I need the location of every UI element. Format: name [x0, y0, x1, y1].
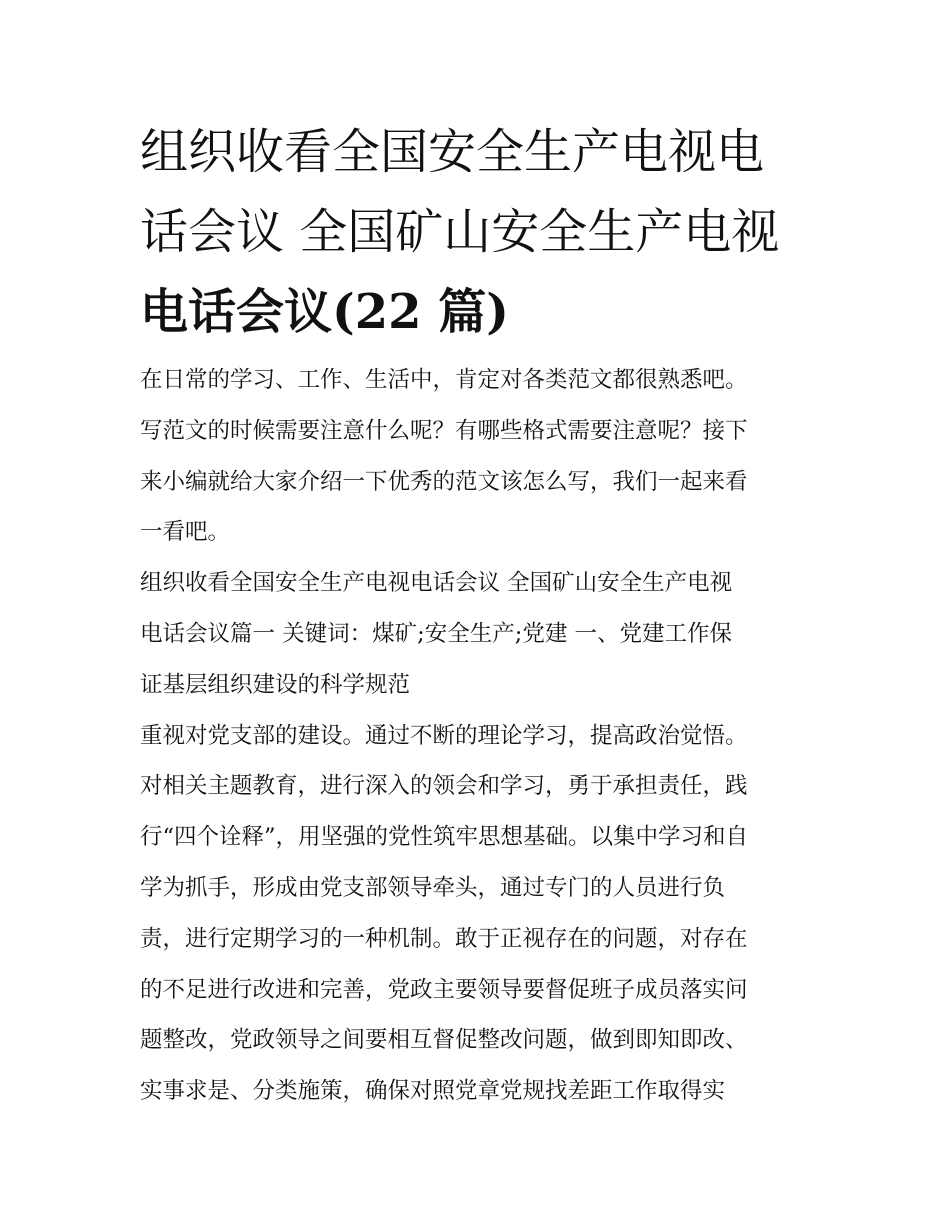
body-line-1: 在日常的学习、工作、生活中，肯定对各类范文都很熟悉吧。 — [140, 367, 748, 393]
body-line-9: 对相关主题教育，进行深入的领会和学习，勇于承担责任，践 — [140, 773, 748, 800]
body-line-15: 实事求是、分类施策，确保对照党章党规找差距工作取得实 — [140, 1078, 726, 1105]
title-line-2: 话会议 全国矿山安全生产电视 — [140, 204, 780, 260]
body-line-3: 来小编就给大家介绍一下优秀的范文该怎么写，我们一起来看 — [140, 468, 748, 495]
body-line-8: 重视对党支部的建设。通过不断的理论学习，提高政治觉悟。 — [140, 722, 748, 749]
document-title — [140, 112, 820, 352]
body-line-6: 电话会议篇一 关键词：煤矿;安全生产;党建 一、党建工作保 — [140, 620, 732, 647]
body-line-7: 证基层组织建设的科学规范 — [140, 671, 411, 698]
title-line-3: 电话会议(22 篇) — [140, 284, 509, 340]
body-line-10: 行“四个诠释”，用坚强的党性筑牢思想基础。以集中学习和自 — [140, 824, 749, 851]
body-line-14: 题整改，党政领导之间要相互督促整改问题，做到即知即改、 — [140, 1027, 748, 1054]
document-body — [140, 355, 830, 1117]
body-line-5: 组织收看全国安全生产电视电话会议 全国矿山安全生产电视 — [140, 570, 733, 597]
body-line-13: 的不足进行改进和完善，党政主要领导要督促班子成员落实问 — [140, 976, 748, 1003]
body-line-12: 责，进行定期学习的一种机制。敢于正视存在的问题，对存在 — [140, 925, 748, 952]
body-line-11: 学为抓手，形成由党支部领导牵头，通过专门的人员进行负 — [140, 874, 726, 901]
body-line-4: 一看吧。 — [140, 519, 231, 546]
body-line-2: 写范文的时候需要注意什么呢？有哪些格式需要注意呢？接下 — [140, 417, 748, 444]
title-line-1: 组织收看全国安全生产电视电 — [140, 124, 765, 180]
